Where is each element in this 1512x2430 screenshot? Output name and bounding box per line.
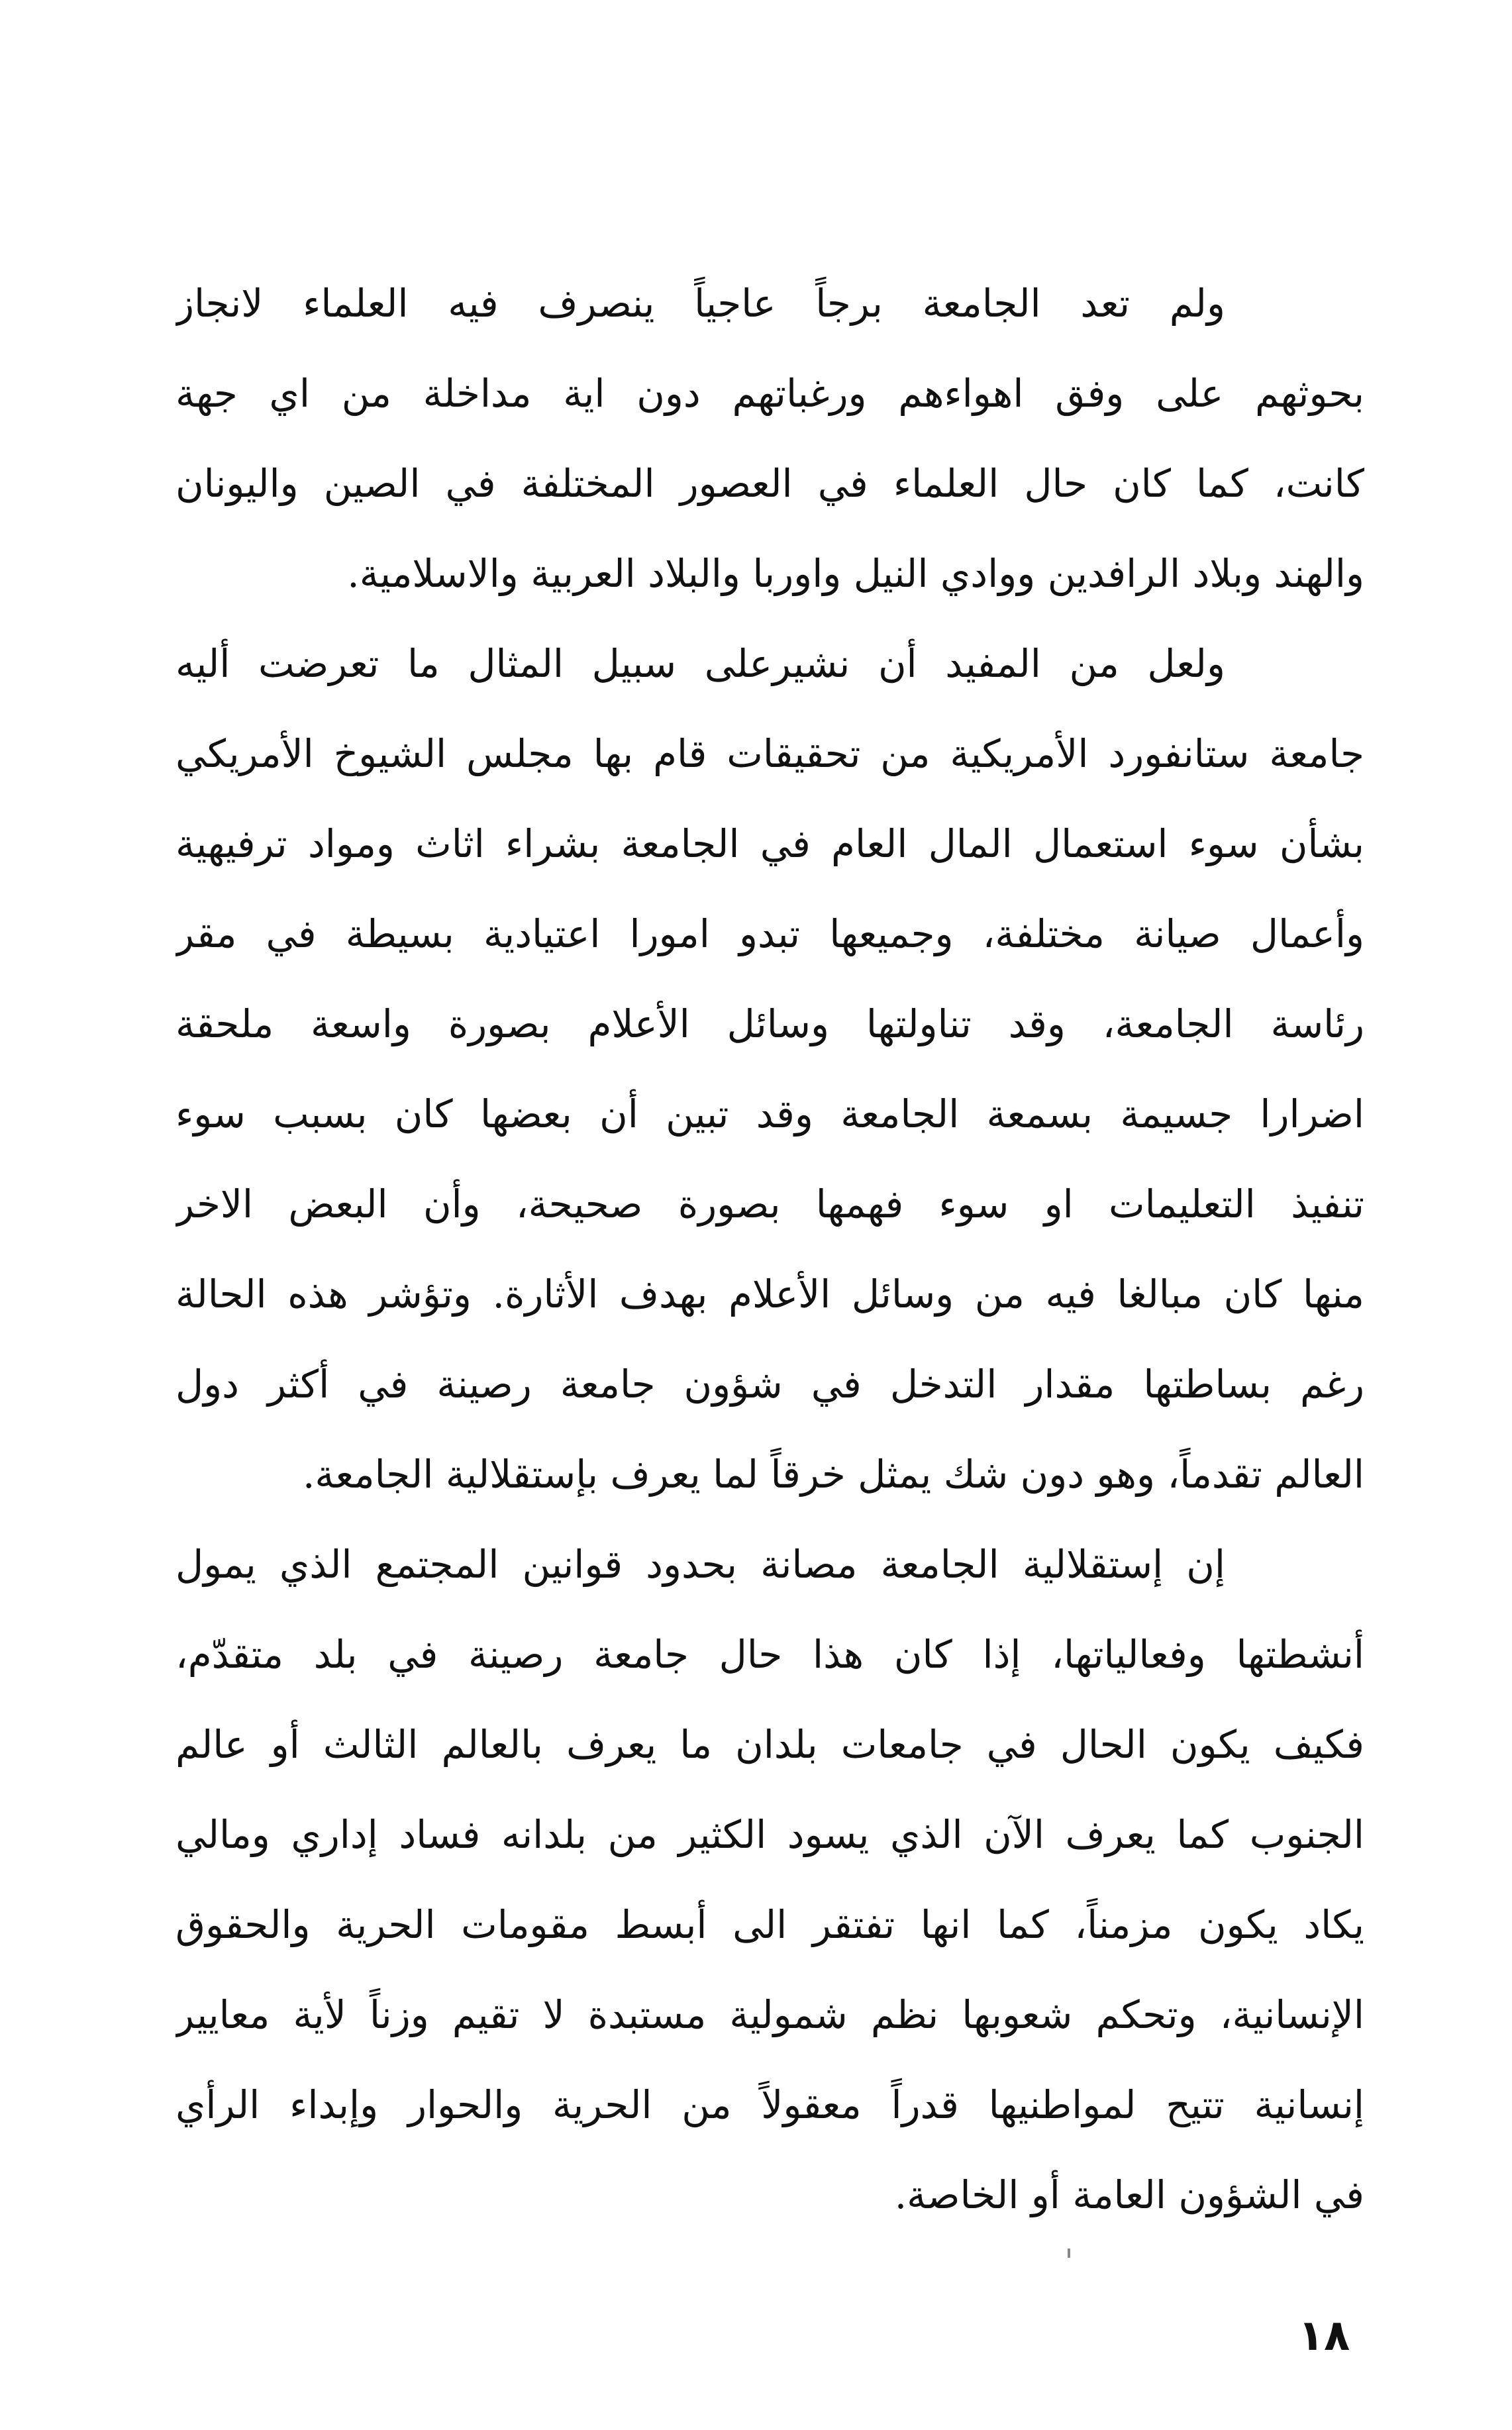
- text-line: رئاسة الجامعة، وقد تناولتها وسائل الأعلام بصورة واسعة ملحقة: [176, 1001, 1364, 1046]
- text-line: والهند وبلاد الرافدين ووادي النيل واوربا والبلاد العربية والاسلامية.: [347, 551, 1364, 596]
- text-line: الإنسانية، وتحكم شعوبها نظم شمولية مستبدة لا تقيم وزناً لأية معايير: [176, 1992, 1364, 2037]
- text-line: تنفيذ التعليمات او سوء فهمها بصورة صحيحة، وأن البعض الاخر: [176, 1182, 1364, 1227]
- text-line: بحوثهم على وفق اهواءهم ورغباتهم دون اية مداخلة من اي جهة: [176, 371, 1364, 416]
- text-line: ولم تعد الجامعة برجاً عاجياً ينصرف فيه العلماء لانجاز: [176, 281, 1225, 326]
- text-line: يكاد يكون مزمناً، كما انها تفتقر الى أبسط مقومات الحرية والحقوق: [176, 1902, 1364, 1947]
- text-line: الجنوب كما يعرف الآن الذي يسود الكثير من بلدانه فساد إداري ومالي: [176, 1812, 1364, 1857]
- text-line: أنشطتها وفعالياتها، إذا كان هذا حال جامعة رصينة في بلد متقدّم،: [176, 1632, 1364, 1677]
- scan-speck: [1068, 2249, 1070, 2258]
- text-line: اضرارا جسيمة بسمعة الجامعة وقد تبين أن بعضها كان بسبب سوء: [176, 1091, 1364, 1137]
- text-line: رغم بساطتها مقدار التدخل في شؤون جامعة رصينة في أكثر دول: [176, 1362, 1364, 1407]
- text-line: ولعل من المفيد أن نشيرعلى سبيل المثال ما تعرضت أليه: [176, 641, 1225, 686]
- text-line: منها كان مبالغا فيه من وسائل الأعلام بهدف الأثارة. وتؤشر هذه الحالة: [176, 1272, 1364, 1317]
- text-line: بشأن سوء استعمال المال العام في الجامعة بشراء اثاث ومواد ترفيهية: [176, 821, 1364, 866]
- page-number: ١٨: [1298, 2311, 1350, 2360]
- text-line: وأعمال صيانة مختلفة، وجميعها تبدو امورا اعتيادية بسيطة في مقر: [176, 911, 1364, 956]
- text-line: في الشؤون العامة أو الخاصة.: [894, 2172, 1364, 2217]
- text-line: فكيف يكون الحال في جامعات بلدان ما يعرف بالعالم الثالث أو عالم: [176, 1722, 1364, 1767]
- text-line: جامعة ستانفورد الأمريكية من تحقيقات قام بها مجلس الشيوخ الأمريكي: [176, 731, 1364, 776]
- text-line: كانت، كما كان حال العلماء في العصور المختلفة في الصين واليونان: [176, 461, 1364, 506]
- text-line: إنسانية تتيح لمواطنيها قدراً معقولاً من الحرية والحوار وإبداء الرأي: [176, 2082, 1364, 2127]
- text-line: العالم تقدماً، وهو دون شك يمثل خرقاً لما يعرف بإستقلالية الجامعة.: [302, 1452, 1364, 1497]
- text-line: إن إستقلالية الجامعة مصانة بحدود قوانين المجتمع الذي يمول: [176, 1542, 1225, 1587]
- body-text: [176, 258, 1364, 2240]
